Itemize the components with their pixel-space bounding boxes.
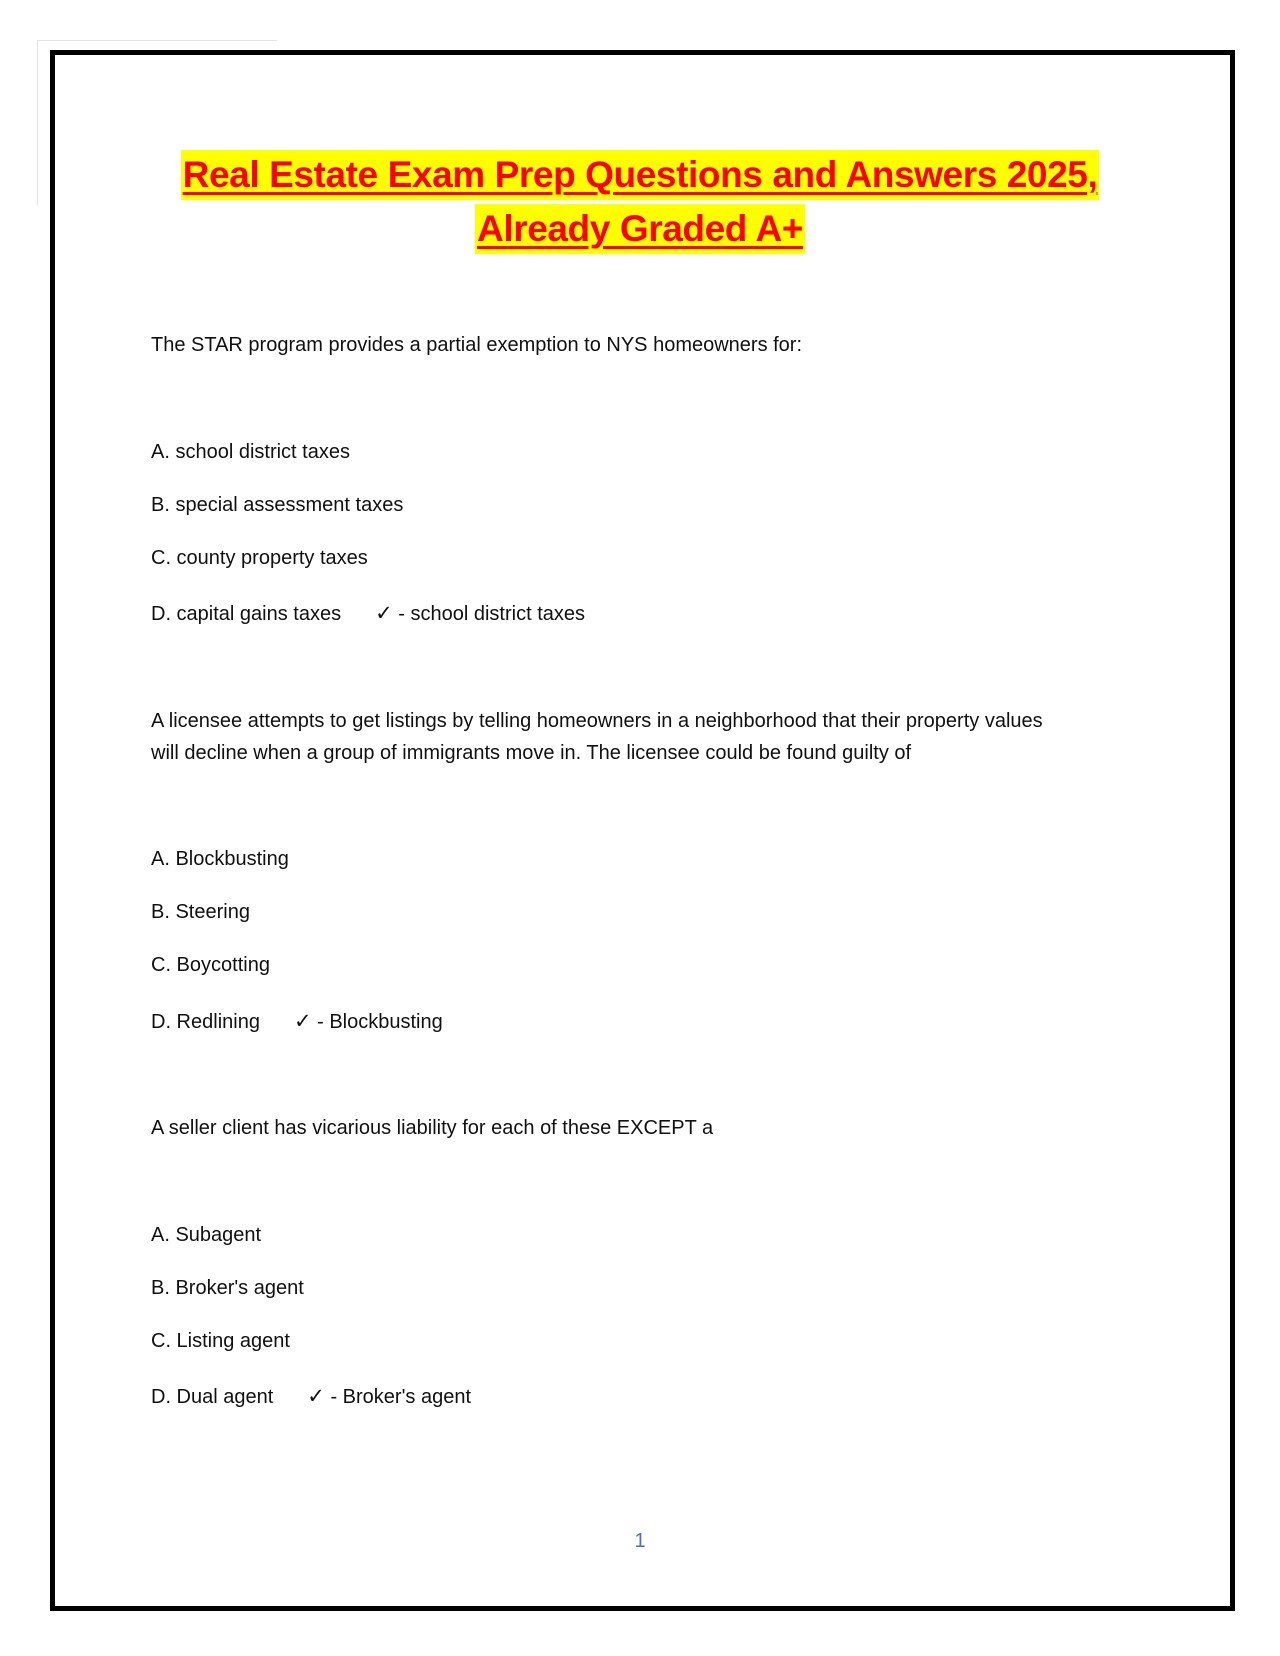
page-number: 1	[634, 1530, 646, 1552]
question-3-option-d: D. Dual agent	[151, 1386, 274, 1408]
question-2-option-d: D. Redlining	[151, 1011, 260, 1033]
question-2-answer-text: - Blockbusting	[317, 1011, 443, 1033]
question-3-answer-text: - Broker's agent	[330, 1386, 472, 1408]
question-3-prompt: A seller client has vicarious liability for each of these EXCEPT a	[151, 1117, 714, 1139]
question-3-option-a: A. Subagent	[151, 1224, 262, 1246]
document-title	[0, 150, 1280, 254]
question-2-option-a: A. Blockbusting	[151, 848, 289, 870]
checkmark-icon: ✓	[375, 601, 393, 625]
question-1-prompt: The STAR program provides a partial exemption to NYS homeowners for:	[151, 334, 803, 356]
question-3-option-d-row	[151, 1380, 471, 1413]
question-1-option-a: A. school district taxes	[151, 441, 350, 463]
question-2-prompt-line-1: A licensee attempts to get listings by telling homeowners in a neighborhood that their property values	[151, 710, 1043, 732]
title-line-2: Already Graded A+	[475, 204, 805, 254]
question-1-answer-text: - school district taxes	[398, 603, 586, 625]
checkmark-icon: ✓	[307, 1384, 325, 1408]
question-2-option-d-row	[151, 1005, 443, 1038]
question-1-option-d-row	[151, 597, 585, 630]
page-border	[50, 50, 1235, 1611]
question-1-option-d: D. capital gains taxes	[151, 603, 342, 625]
question-3-option-c: C. Listing agent	[151, 1330, 290, 1352]
question-1-option-b: B. special assessment taxes	[151, 494, 404, 516]
question-3-option-b: B. Broker's agent	[151, 1277, 304, 1299]
question-3-answer	[307, 1380, 471, 1413]
question-2-prompt-line-2: will decline when a group of immigrants move in. The licensee could be found guilty of	[151, 742, 912, 764]
question-1-option-c: C. county property taxes	[151, 547, 368, 569]
question-2-answer	[294, 1005, 443, 1038]
title-line-1: Real Estate Exam Prep Questions and Answers 2025,	[181, 150, 1100, 200]
question-2-option-c: C. Boycotting	[151, 954, 270, 976]
question-2-option-b: B. Steering	[151, 901, 250, 923]
checkmark-icon: ✓	[293, 1009, 312, 1033]
question-1-answer	[375, 597, 585, 630]
